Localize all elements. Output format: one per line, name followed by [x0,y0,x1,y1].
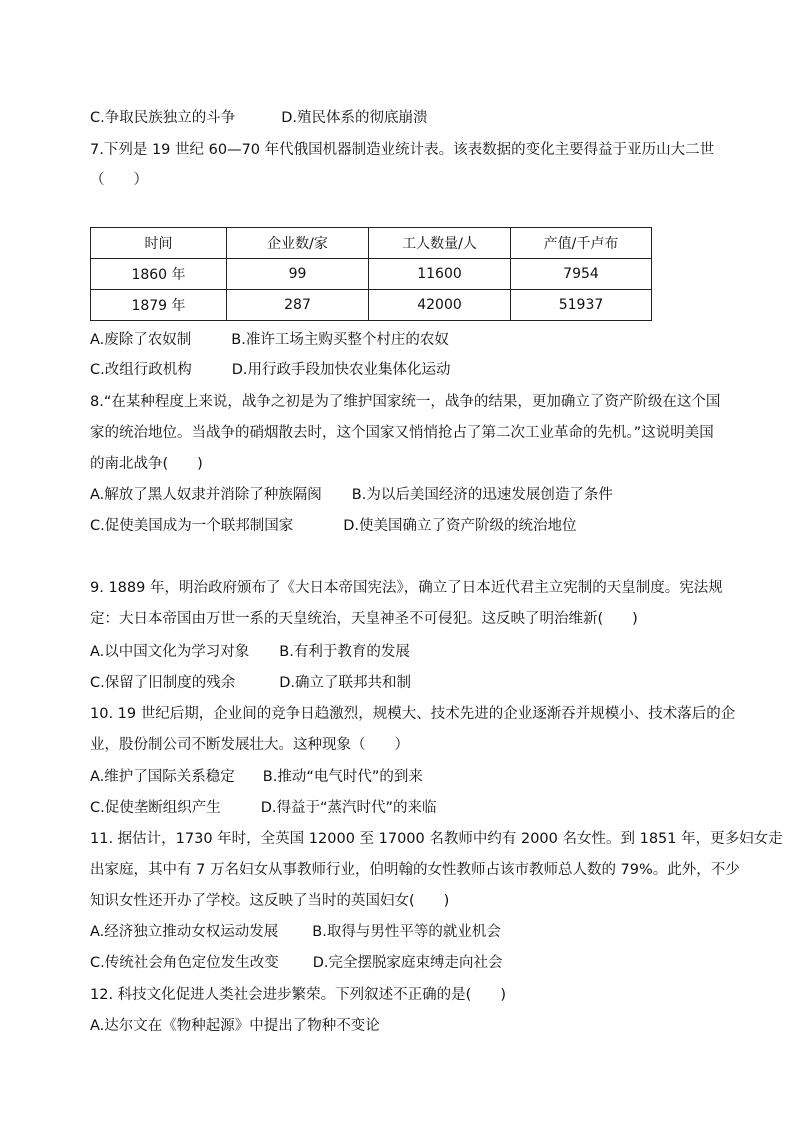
option-a: A.废除了农奴制 [90,332,192,348]
option-c: C.促使垄断组织产生 [90,800,221,816]
option-line [90,673,411,693]
option-c: C.保留了旧制度的残余 [90,675,236,691]
table-cell: 1860 年 [91,259,227,290]
question-11-line-3: 知识女性还开办了学校。这反映了当时的英国妇女( ) [90,893,450,909]
option-line [90,330,449,350]
option-line [90,485,613,505]
option-d: D.用行政手段加快农业集体化运动 [231,362,451,378]
option-c: C.争取民族独立的斗争 [90,110,236,126]
table-header-cell: 企业数/家 [227,228,369,259]
table-cell: 11600 [369,259,511,290]
option-line [90,922,501,942]
option-b: B.准许工场主购买整个村庄的农奴 [231,332,449,348]
option-a: A.达尔文在《物种起源》中提出了物种不变论 [90,1018,380,1034]
question-7-paren: （ ） [90,172,148,188]
table-cell: 42000 [369,290,511,321]
question-9-line-2: 定：大日本帝国由万世一系的天皇统治，天皇神圣不可侵犯。这反映了明治维新( ) [90,611,638,627]
option-b: B.有利于教育的发展 [279,644,410,660]
option-line [90,108,428,128]
question-7-text: 7.下列是 19 世纪 60—70 年代俄国机器制造业统计表。该表数据的变化主要得益于亚历山大二世 [90,142,715,158]
table-header-cell: 工人数量/人 [369,228,511,259]
option-b: B.为以后美国经济的迅速发展创造了条件 [351,487,613,503]
option-b: B.取得与男性平等的就业机会 [312,924,501,940]
question-10-line-2: 业，股份制公司不断发展壮大。这种现象（ ） [90,737,409,753]
option-d: D.殖民体系的彻底崩溃 [281,110,428,126]
option-a: A.解放了黑人奴隶并消除了种族隔阂 [90,487,322,503]
option-c: C.促使美国成为一个联邦制国家 [90,518,294,534]
option-a: A.维护了国际关系稳定 [90,769,235,785]
table-header-cell: 产值/千卢布 [511,228,652,259]
stats-table [90,227,652,321]
question-11-line-1: 11. 据估计，1730 年时，全英国 12000 至 17000 名教师中约有 2000 名女性。到 1851 年，更多妇女走 [90,831,783,847]
table-cell: 51937 [511,290,652,321]
question-8-line-3: 的南北战争( ) [90,456,203,472]
question-8-line-2: 家的统治地位。当战争的硝烟散去时，这个国家又悄悄抢占了第二次工业革命的先机。”这说明美国 [90,425,714,441]
option-a: A.经济独立推动女权运动发展 [90,924,279,940]
table-row [91,259,652,290]
option-a: A.以中国文化为学习对象 [90,644,250,660]
option-line [90,1016,380,1036]
option-line [90,798,437,818]
option-c: C.传统社会角色定位发生改变 [90,955,279,971]
option-d: D.使美国确立了资产阶级的统治地位 [343,518,577,534]
option-line [90,953,503,973]
question-12-line-1: 12. 科技文化促进人类社会进步繁荣。下列叙述不正确的是( ) [90,987,506,1003]
option-line [90,516,577,536]
option-line [90,642,410,662]
option-d: D.完全摆脱家庭束缚走向社会 [312,955,503,971]
table-header-row [91,228,652,259]
question-10-line-1: 10. 19 世纪后期，企业间的竞争日趋激烈，规模大、技术先进的企业逐渐吞并规模小、技术落后的企 [90,706,736,722]
option-b: B.推动“电气时代”的到来 [262,769,423,785]
table-cell: 1879 年 [91,290,227,321]
question-8-line-1: 8.“在某种程度上来说，战争之初是为了维护国家统一，战争的结果，更加确立了资产阶级在这个国 [90,394,721,410]
option-d: D.确立了联邦共和制 [279,675,412,691]
question-11-line-2: 出家庭，其中有 7 万名妇女从事教师行业，伯明翰的女性教师占该市教师总人数的 79%。此外，不少 [90,862,740,878]
option-d: D.得益于“蒸汽时代”的来临 [260,800,437,816]
table-row [91,290,652,321]
table-cell: 287 [227,290,369,321]
option-line [90,767,423,787]
option-c: C.改组行政机构 [90,362,192,378]
option-line [90,360,451,380]
table-cell: 7954 [511,259,652,290]
table-cell: 99 [227,259,369,290]
question-9-line-1: 9. 1889 年，明治政府颁布了《大日本帝国宪法》，确立了日本近代君主立宪制的天皇制度。宪法规 [90,580,723,596]
table-header-cell: 时间 [91,228,227,259]
